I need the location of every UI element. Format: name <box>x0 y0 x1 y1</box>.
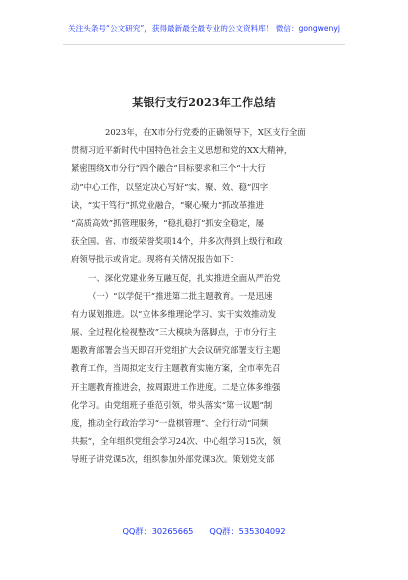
body-line: 题教育部署会当天即召开党组扩大会议研究部署支行主题 <box>71 345 281 356</box>
body-line: 有力谋划推进。以“立体多维理论学习、实干实效推动发 <box>71 308 277 319</box>
body-line: 获全国、省、市级荣誉奖项14个，并多次得到上级行和政 <box>71 236 283 247</box>
body-line: 共振”，全年组织党组会学习24次、中心组学习15次，领 <box>71 436 281 447</box>
header-promo-text: 关注头条号“公文研究”，获得最新最全最专业的公文资料库！ 微信：gongwenyj <box>68 24 340 33</box>
document-title: 某银行支行2023年工作总结 <box>132 96 276 109</box>
footer-qq-group-2: QQ群：535304092 <box>209 526 286 536</box>
body-line: 导班子讲党课5次，组织参加外部党课3次。策划党支部 <box>71 454 275 465</box>
body-line: 贯彻习近平新时代中国特色社会主义思想和党的XX大精神， <box>71 145 293 156</box>
body-line: 开主题教育推进会，按周跟进工作进度。二是立体多维强 <box>71 381 281 392</box>
body-line: 化学习。由党组班子垂范引领，带头落实“第一议题”制 <box>71 399 273 410</box>
section-heading: 一、深化党建业务互融互促，扎实推进全面从严治党 <box>88 272 281 283</box>
body-line: 度，推动全行政治学习“一盘棋管理”、全行行动“同频 <box>71 418 269 428</box>
body-line: “高质高效”抓管理服务，“稳扎稳打”抓安全稳定，屡 <box>71 217 264 228</box>
header-divider <box>63 44 345 45</box>
body-line: 2023年，在X市分行党委的正确领导下，X区支行全面 <box>105 127 306 137</box>
footer-contacts <box>0 526 408 537</box>
body-line: 府领导批示或肯定。现将有关情况报告如下： <box>71 254 239 265</box>
document-body <box>71 123 339 469</box>
body-line: 紧密围绕X市分行“四个融合”目标要求和三个“十大行 <box>71 163 266 174</box>
body-line: 诀，“实干笃行”抓党业融合，“聚心聚力”抓改革推进 <box>71 199 264 210</box>
footer-qq-group-1: QQ群：30265665 <box>122 526 194 536</box>
body-line: 教育工作，当周拟定支行主题教育实施方案，全市率先召 <box>71 363 281 374</box>
header-banner <box>0 0 408 46</box>
body-line: 动”中心工作，以坚定决心写好“实、聚、效、稳”四字 <box>71 181 269 192</box>
subsection-heading: （一）“以学促干”推进第二批主题教育。一是迅速 <box>88 290 273 301</box>
body-line: 展、全过程化检视整改”三大模块为落脚点，于市分行主 <box>71 327 277 338</box>
